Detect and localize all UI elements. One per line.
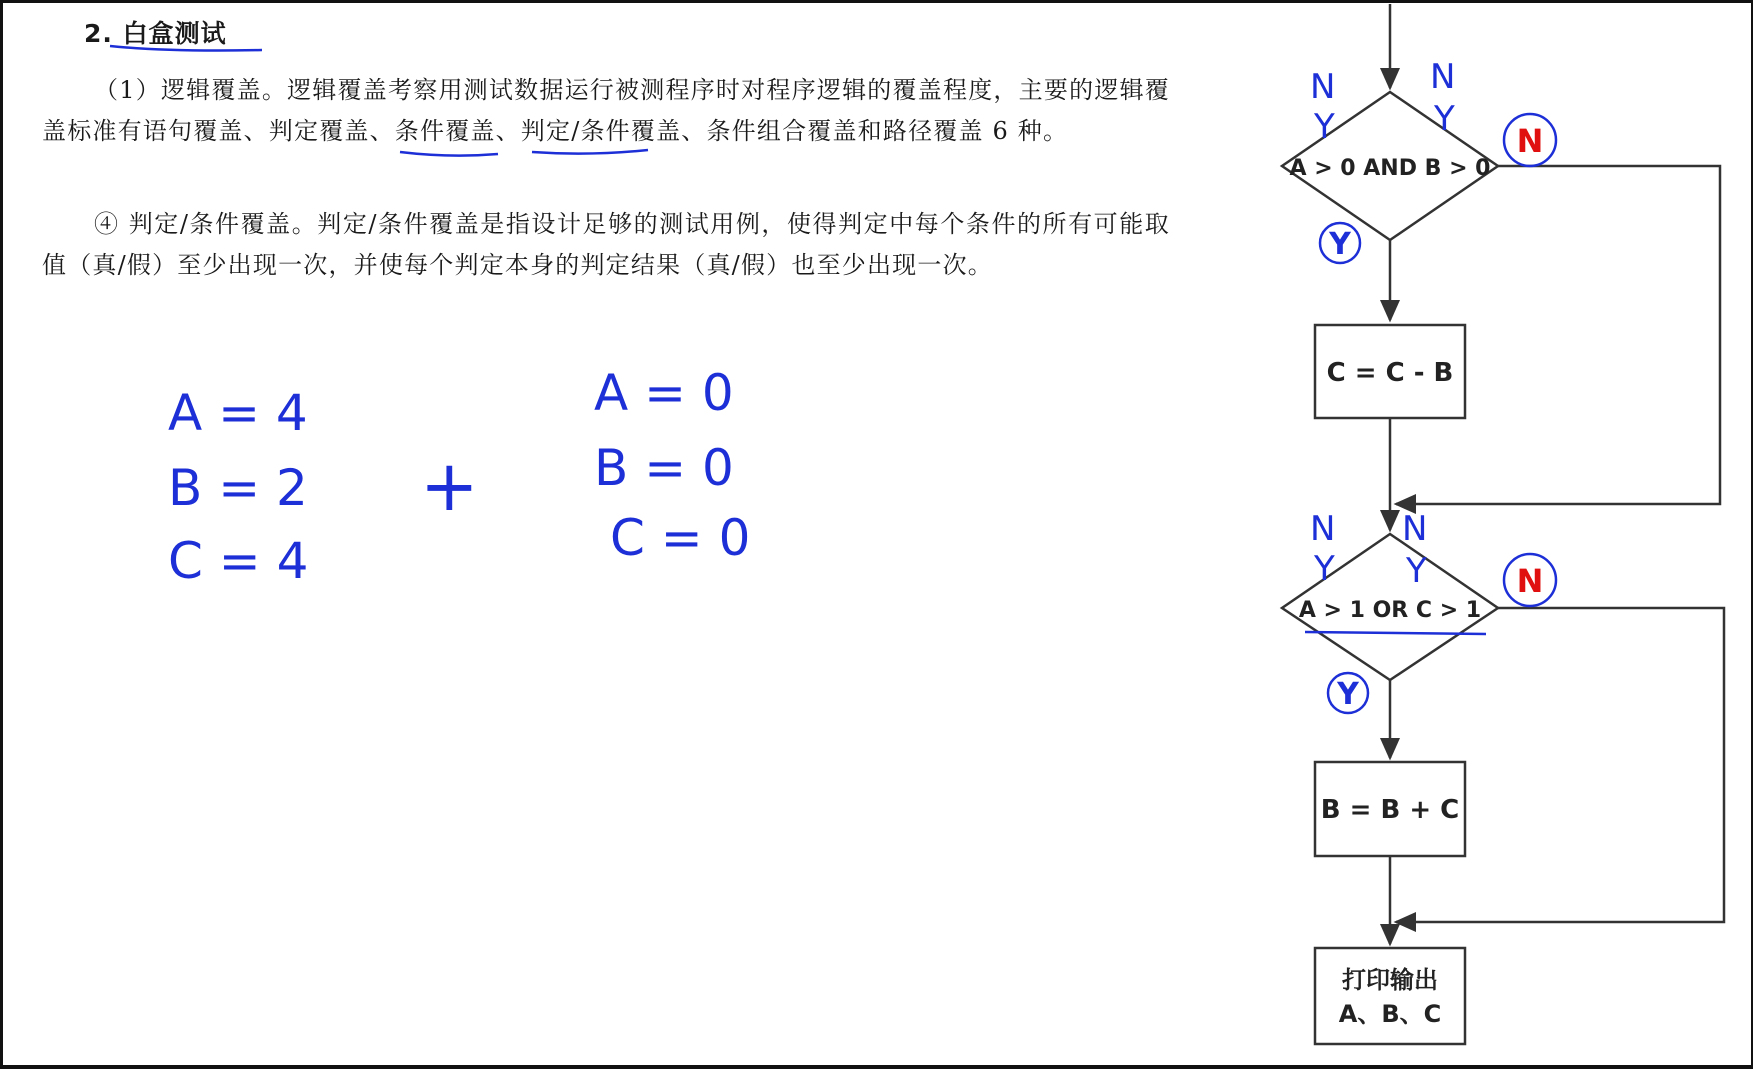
d2-no-mark: N — [1516, 562, 1544, 600]
process-1 — [1315, 325, 1465, 418]
d2-left-mark-n: N — [1310, 509, 1336, 549]
d2-left-mark-y: Y — [1314, 549, 1335, 589]
case1-a: A = 4 — [168, 384, 308, 442]
d1-right-mark-n: N — [1430, 57, 1456, 97]
case1-c: C = 4 — [168, 532, 309, 590]
output-line-1: 打印输出 — [1342, 966, 1438, 994]
decision-1-label: A > 0 AND B > 0 — [1289, 156, 1491, 181]
section-heading: 2. 白盒测试 — [84, 19, 227, 48]
d1-yes-mark: Y — [1329, 227, 1351, 262]
process-2-label: B = B + C — [1320, 795, 1460, 825]
underline-decision-coverage — [400, 152, 498, 156]
output-line-2: A、B、C — [1338, 1000, 1442, 1028]
d1-left-mark-n: N — [1310, 67, 1336, 107]
d1-no-mark: N — [1516, 122, 1544, 160]
case2-c: C = 0 — [610, 509, 751, 567]
process-1-label: C = C - B — [1326, 358, 1454, 388]
paragraph-logic-coverage: （1）逻辑覆盖。逻辑覆盖考察用测试数据运行被测程序时对程序逻辑的覆盖程度，主要的逻辑覆盖标准有语句覆盖、判定覆盖、条件覆盖、判定/条件覆盖、条件组合覆盖和路径覆盖 6 种。 — [42, 76, 1170, 145]
d2-yes-mark: Y — [1337, 677, 1359, 712]
d2-right-mark-y: Y — [1406, 551, 1427, 591]
case2-a: A = 0 — [594, 364, 734, 422]
output-box — [1315, 948, 1465, 1044]
decision-2-label: A > 1 OR C > 1 — [1298, 598, 1482, 623]
d1-right-mark-y: Y — [1434, 99, 1455, 139]
case2-b: B = 0 — [594, 439, 734, 497]
case1-b: B = 2 — [168, 459, 308, 517]
underline-condition-coverage — [532, 150, 648, 154]
d1-left-mark-y: Y — [1314, 107, 1335, 147]
d2-right-mark-n: N — [1402, 509, 1428, 549]
handwritten-underlines — [110, 46, 648, 156]
test-cases — [168, 364, 750, 590]
plus-sign: + — [420, 445, 479, 527]
paragraph-decision-condition-coverage: ④ 判定/条件覆盖。判定/条件覆盖是指设计足够的测试用例，使得判定中每个条件的所有可能取值（真/假）至少出现一次，并使每个判定本身的判定结果（真/假）也至少出现一次。 — [42, 210, 1170, 279]
underline-heading — [110, 46, 262, 51]
process-2 — [1315, 762, 1465, 856]
